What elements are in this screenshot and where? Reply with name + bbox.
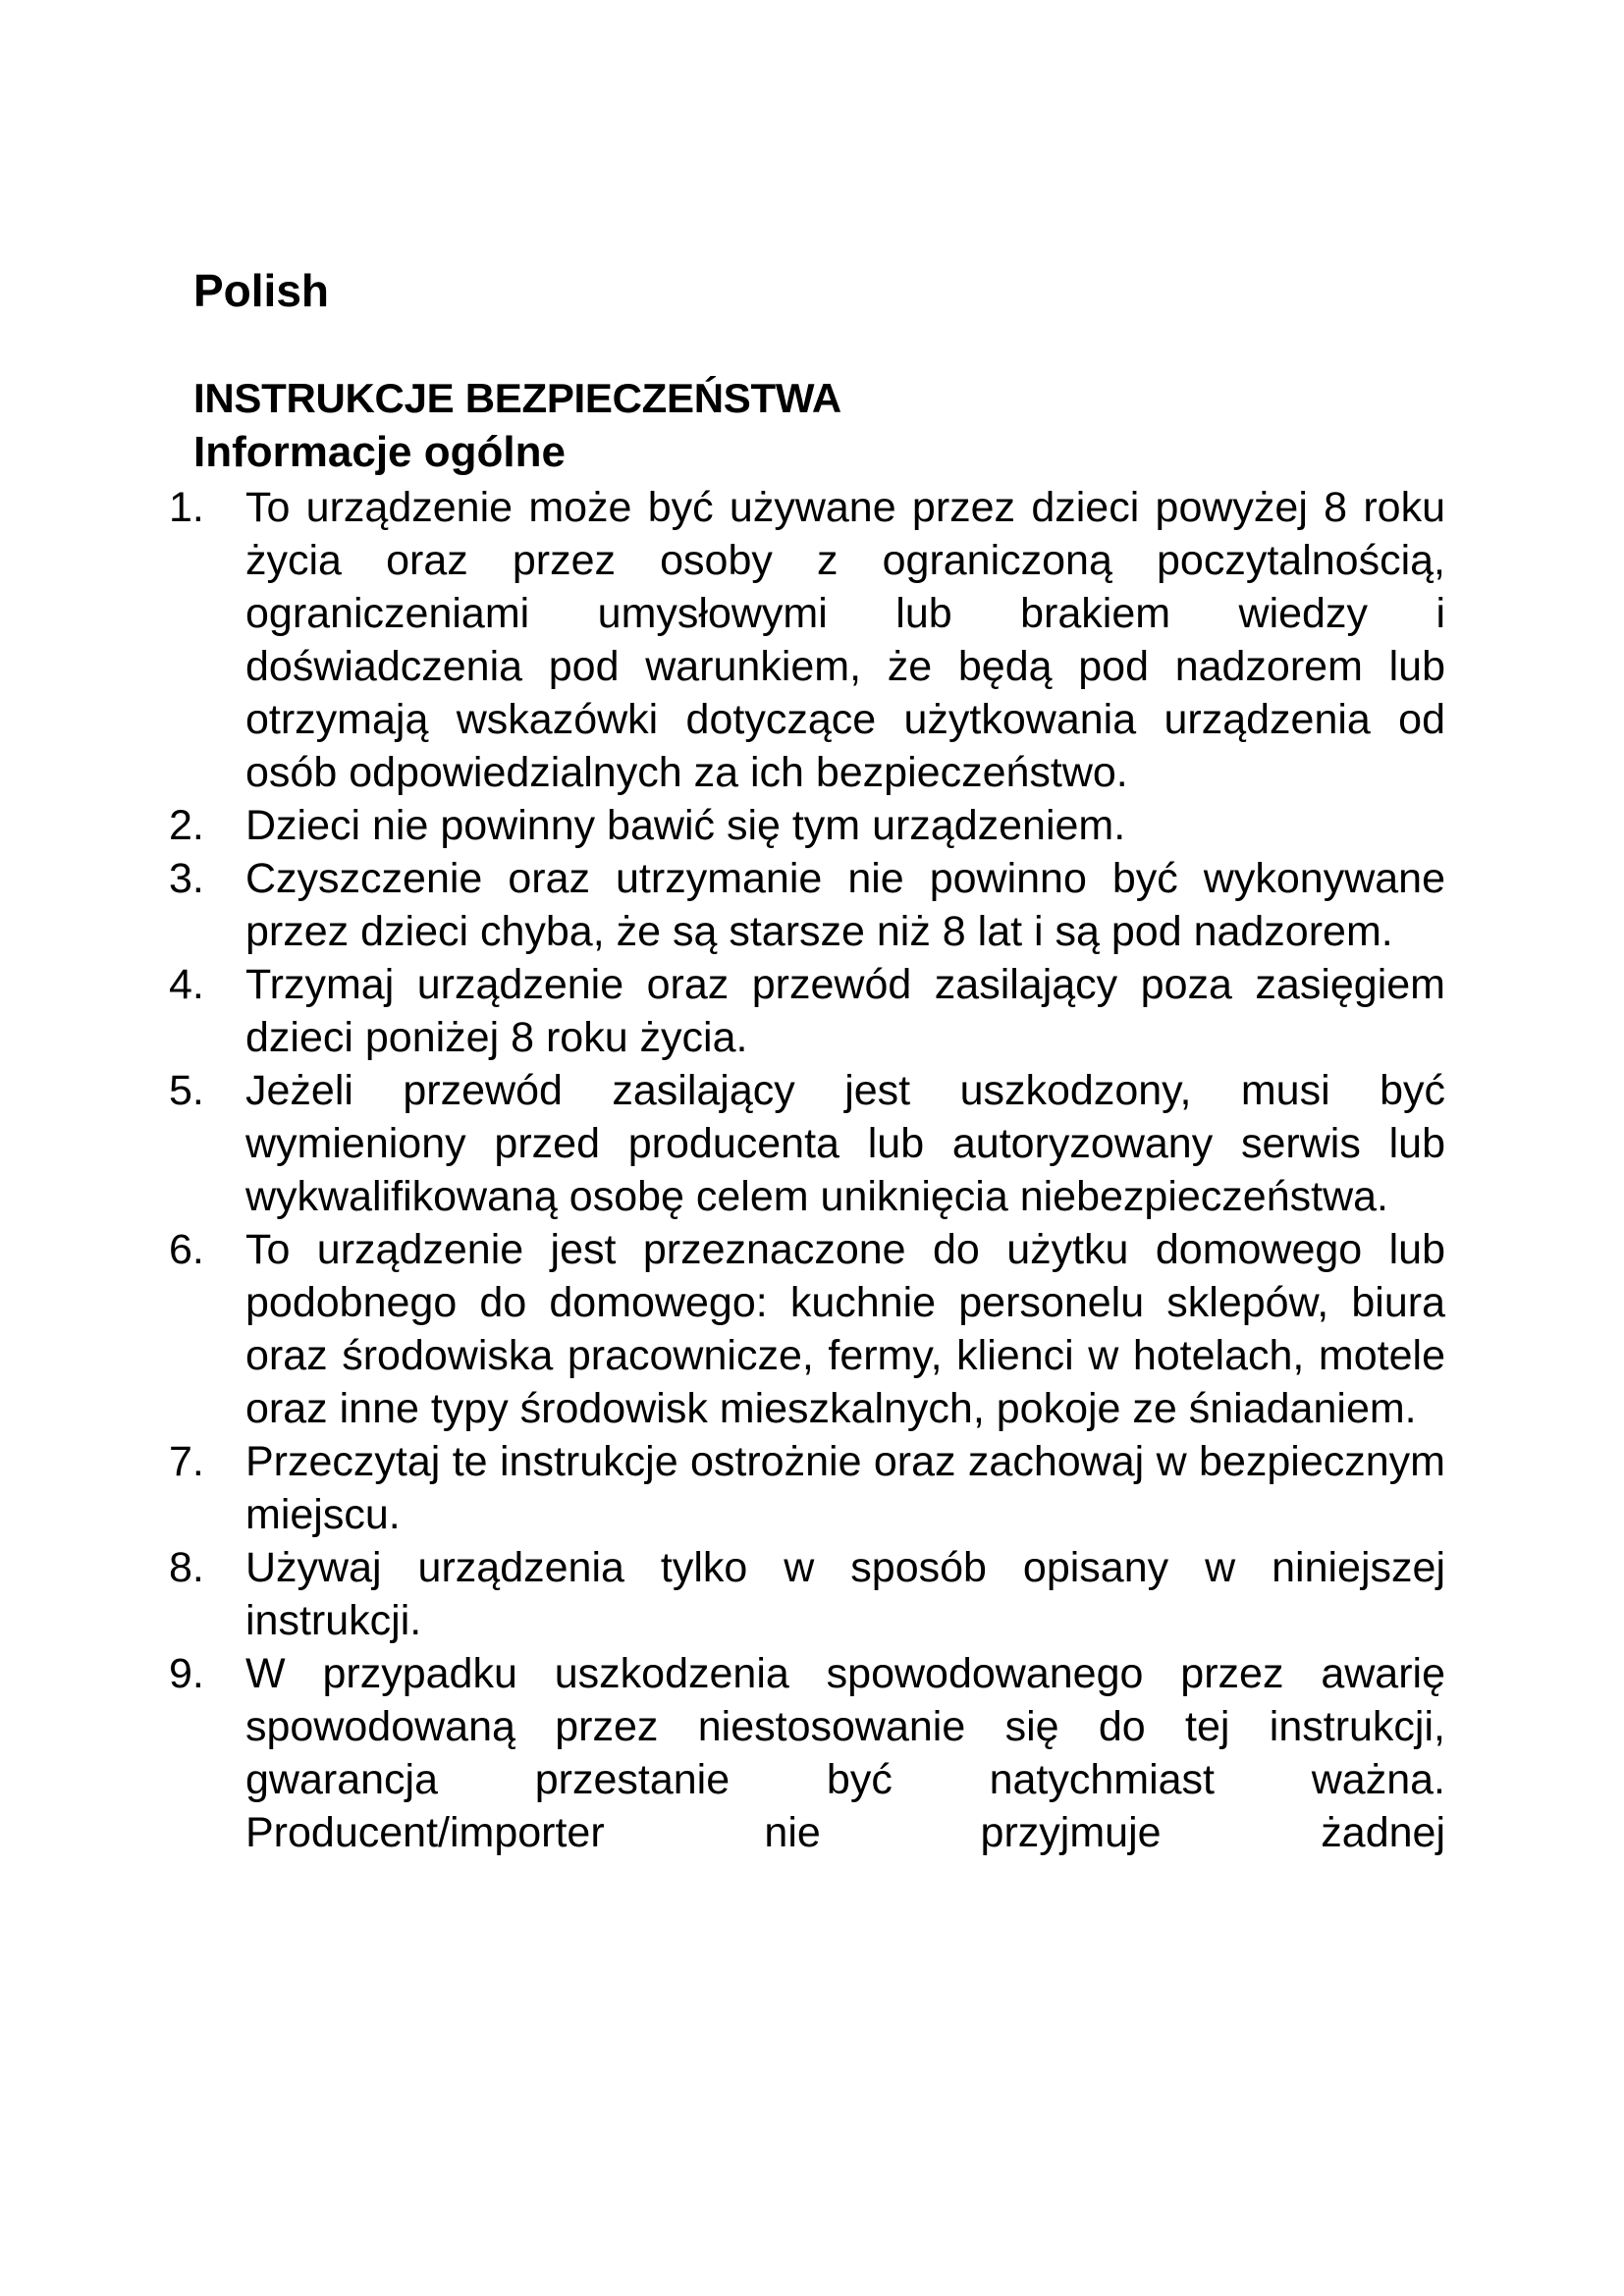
list-item-text: To urządzenie może być używane przez dzieci powyżej 8 roku życia oraz przez osoby z ograniczoną poczytalnością, ograniczeniami umysłowymi lub brakiem wiedzy i doświadczenia pod warunkiem, że będą pod nadzorem lub otrzymają wskazówki dotyczące użytkowania urządzenia od osób odpowiedzialnych za ich bezpieczeństwo. xyxy=(245,484,1445,796)
list-item-number: 3. xyxy=(169,855,204,902)
safety-instructions-list xyxy=(169,481,1445,1859)
list-item-text: Czyszczenie oraz utrzymanie nie powinno być wykonywane przez dzieci chyba, że są starsze niż 8 lat i są pod nadzorem. xyxy=(245,855,1445,955)
safety-instructions-title: INSTRUKCJE BEZPIECZEŃSTWA xyxy=(193,375,841,421)
list-item-text: Jeżeli przewód zasilający jest uszkodzony, musi być wymieniony przed producenta lub autoryzowany serwis lub wykwalifikowaną osobę celem uniknięcia niebezpieczeństwa. xyxy=(245,1067,1445,1220)
list-item xyxy=(169,1064,1445,1223)
list-item-text: Przeczytaj te instrukcje ostrożnie oraz zachowaj w bezpiecznym miejscu. xyxy=(245,1438,1445,1538)
list-item-text: Trzymaj urządzenie oraz przewód zasilający poza zasięgiem dzieci poniżej 8 roku życia. xyxy=(245,961,1445,1061)
list-item-number: 8. xyxy=(169,1544,204,1591)
list-item-text: W przypadku uszkodzenia spowodowanego przez awarię spowodowaną przez niestosowanie się do tej instrukcji, gwarancja przestanie być natychmiast ważna. Producent/importer nie przyjmuje żadnej xyxy=(245,1650,1445,1856)
list-item-number: 9. xyxy=(169,1650,204,1697)
list-item xyxy=(169,1541,1445,1647)
list-item xyxy=(169,852,1445,958)
list-item-number: 2. xyxy=(169,802,204,849)
list-item-number: 5. xyxy=(169,1067,204,1114)
list-item-number: 1. xyxy=(169,484,204,531)
list-item xyxy=(169,958,1445,1064)
general-information-subtitle: Informacje ogólne xyxy=(193,428,566,476)
list-item-text: Używaj urządzenia tylko w sposób opisany w niniejszej instrukcji. xyxy=(245,1544,1445,1644)
list-item xyxy=(169,1223,1445,1435)
list-item-number: 7. xyxy=(169,1438,204,1485)
list-item-number: 6. xyxy=(169,1226,204,1273)
language-heading: Polish xyxy=(193,265,330,316)
list-item-number: 4. xyxy=(169,961,204,1008)
list-item xyxy=(169,481,1445,799)
list-item xyxy=(169,1435,1445,1541)
list-item xyxy=(169,1647,1445,1859)
list-item xyxy=(169,799,1445,852)
list-item-text: Dzieci nie powinny bawić się tym urządzeniem. xyxy=(245,802,1126,849)
list-item-text: To urządzenie jest przeznaczone do użytku domowego lub podobnego do domowego: kuchnie personelu sklepów, biura oraz środowiska pracownicze, fermy, klienci w hotelach, motele oraz inne typy środowisk mieszkalnych, pokoje ze śniadaniem. xyxy=(245,1226,1445,1432)
